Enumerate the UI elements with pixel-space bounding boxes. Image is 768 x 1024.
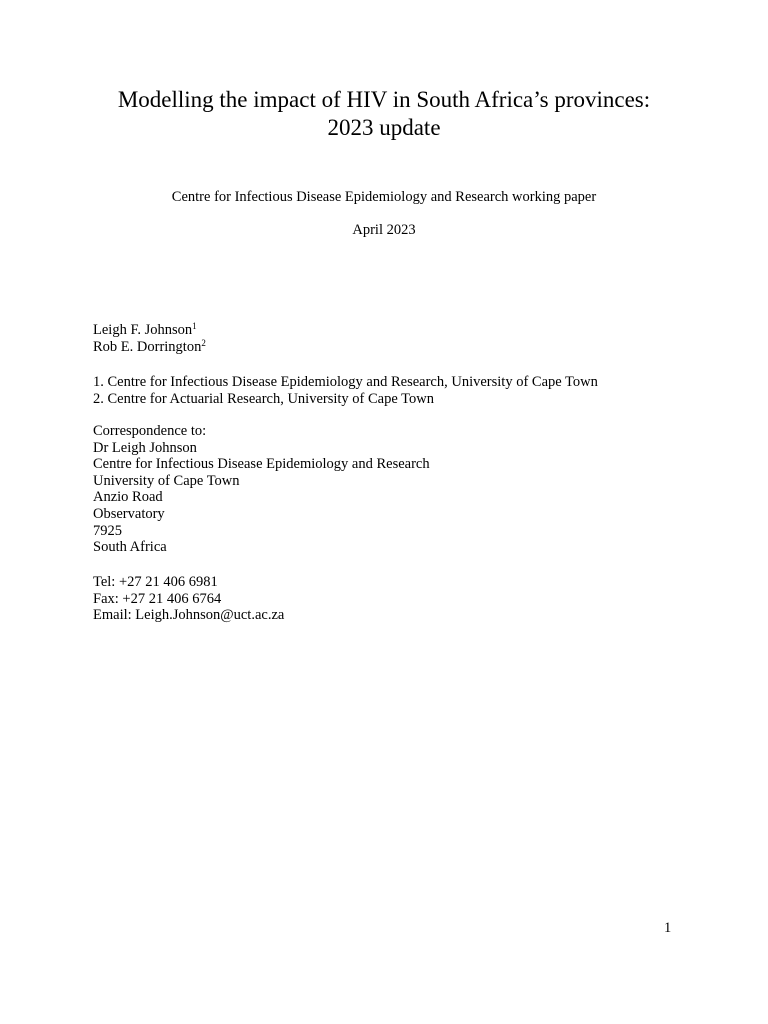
document-title — [0, 86, 768, 142]
correspondence-address — [93, 423, 430, 556]
correspondence-line: South Africa — [93, 539, 167, 556]
publication-date: April 2023 — [352, 222, 416, 238]
author-list — [93, 322, 206, 355]
correspondence-line: Dr Leigh Johnson — [93, 439, 197, 456]
author-1-name: Leigh F. Johnson — [93, 322, 193, 338]
email: Email: Leigh.Johnson@uct.ac.za — [93, 607, 285, 624]
page-number: 1 — [664, 920, 672, 936]
correspondence-heading: Correspondence to: — [93, 423, 207, 439]
contact-details — [93, 574, 284, 624]
correspondence-line: University of Cape Town — [93, 472, 240, 489]
correspondence-line: Observatory — [93, 505, 165, 522]
working-paper-subtitle: Centre for Infectious Disease Epidemiology and Research working paper — [171, 189, 597, 205]
title-line-1: Modelling the impact of HIV in South Africa’s provinces: — [117, 87, 651, 112]
affiliation-list — [93, 374, 598, 407]
author-2-name: Rob E. Dorrington — [93, 338, 202, 355]
title-line-2: 2023 update — [327, 115, 441, 140]
correspondence-line: Centre for Infectious Disease Epidemiology and Research — [93, 456, 430, 473]
correspondence-line: 7925 — [93, 522, 122, 539]
affiliation-1: 1. Centre for Infectious Disease Epidemiology and Research, University of Cape Town — [93, 374, 598, 390]
author-2 — [93, 339, 206, 356]
fax: Fax: +27 21 406 6764 — [93, 590, 222, 607]
author-1-affiliation-marker: 1 — [192, 321, 197, 331]
author-2-affiliation-marker: 2 — [201, 337, 206, 348]
correspondence-line: Anzio Road — [93, 489, 163, 506]
affiliation-2: 2. Centre for Actuarial Research, University of Cape Town — [93, 390, 434, 407]
telephone: Tel: +27 21 406 6981 — [93, 574, 218, 590]
author-1 — [93, 322, 206, 339]
